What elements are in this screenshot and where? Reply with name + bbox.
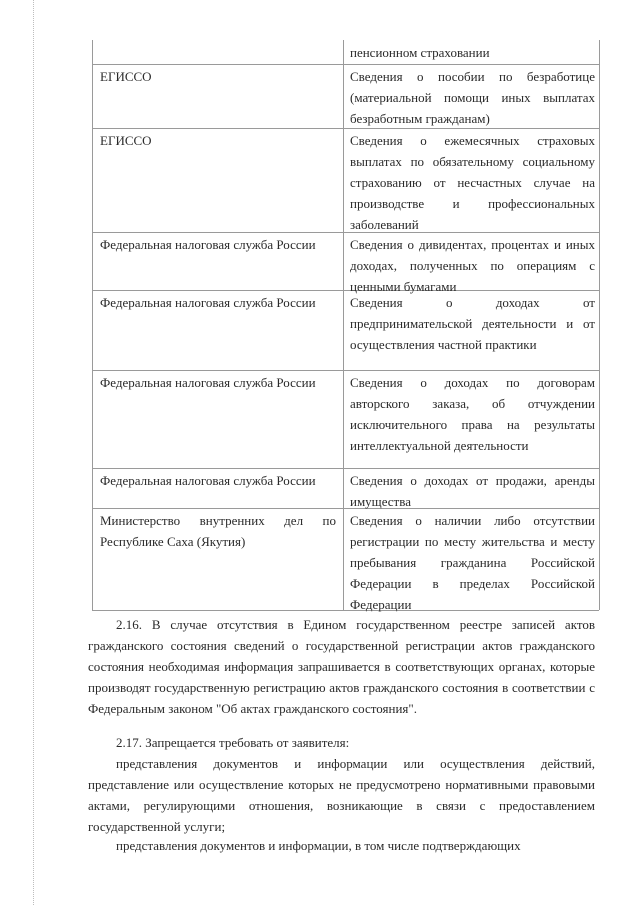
table-cell-service-info: Сведения о дивидентах, процентах и иных доходах, полученных по операциям с ценными бумагами	[350, 237, 595, 294]
table-cell-service-info: Сведения о доходах по договорам авторского заказа, об отчуждении исключительного права на результаты интеллектуальной деятельности	[350, 375, 595, 453]
table-column-divider	[343, 40, 344, 610]
table-cell-service-info: Сведения о наличии либо отсутствии регистрации по месту жительства и месту пребывания гражданина Российской Федерации в пределах Российской Федерации	[350, 513, 595, 612]
table-cell-source: Федеральная налоговая служба России	[100, 375, 316, 390]
table-cell-source: Министерство внутренних дел по Республике Саха (Якутия)	[100, 513, 336, 549]
paragraph-2-17-item: представления документов и информации или осуществления действий, представление или осуществление которых не предусмотрено нормативными правовыми актами, регулирующими отношения, возникающие в связи с предоставлением государственной услуги;	[88, 756, 595, 834]
table-cell-source: Федеральная налоговая служба России	[100, 473, 316, 488]
table-cell-source: Федеральная налоговая служба России	[100, 295, 316, 310]
paragraph-2-17-item: представления документов и информации, в том числе подтверждающих	[116, 838, 521, 853]
table-cell-service-info: Сведения о доходах от предпринимательской деятельности и от осуществления частной практики	[350, 295, 595, 352]
table-right-border	[599, 40, 600, 610]
table-row-divider	[92, 64, 599, 65]
margin-fold-line	[33, 0, 34, 905]
table-cell-service-info: Сведения о ежемесячных страховых выплатах по обязательному социальному страхованию от несчастных случае на производстве и профессиональных заболеваний	[350, 133, 595, 232]
table-cell-service-info: пенсионном страховании	[350, 45, 490, 60]
table-cell-source: Федеральная налоговая служба России	[100, 237, 316, 252]
table-left-border	[92, 40, 93, 610]
table-cell-service-info: Сведения о пособии по безработице (материальной помощи иных выплатах безработным гражданам)	[350, 69, 595, 126]
table-row-divider	[92, 370, 599, 371]
table-cell-service-info: Сведения о доходах от продажи, аренды имущества	[350, 473, 595, 509]
paragraph-2-17: 2.17. Запрещается требовать от заявителя:	[116, 735, 350, 750]
table-cell-source: ЕГИССО	[100, 133, 152, 148]
table-row-divider	[92, 468, 599, 469]
paragraph-2-16: 2.16. В случае отсутствия в Едином государственном реестре записей актов гражданского состояния сведений о государственной регистрации актов гражданского состояния необходимая информация запрашивается в соответствующих органах, которые производят государственную регистрацию актов гражданского состояния в соответствии с Федеральным законом "Об актах гражданского состояния".	[88, 617, 595, 716]
table-cell-source: ЕГИССО	[100, 69, 152, 84]
